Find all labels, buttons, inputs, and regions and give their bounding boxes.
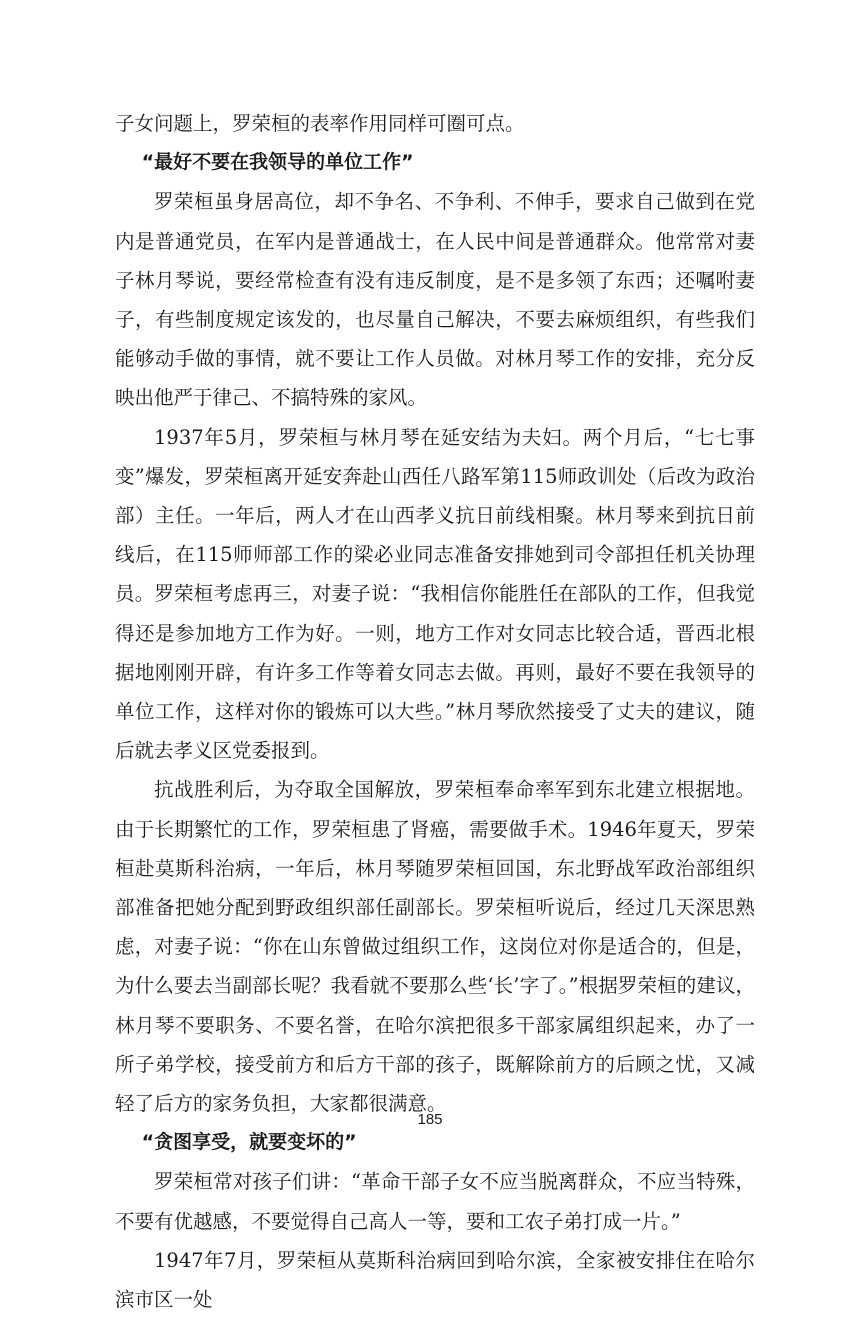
- page-number: 185: [417, 1111, 443, 1128]
- section-heading: “贪图享受，就要变坏的”: [141, 1131, 357, 1154]
- paragraph: 1937年5月，罗荣桓与林月琴在延安结为夫妇。两个月后，“七七事变”爆发，罗荣桓离开延安奔赴山西任八路军第115师政训处（后改为政治部）主任。一年后，两人才在山西孝义抗日前线相聚。林月琴来到抗日前线后，在115师师部工作的梁必业同志准备安排她到司令部担任机关协理员。罗荣桓考虑再三，对妻子说：“我相信你能胜任在部队的工作，但我觉得还是参加地方工作为好。一则，地方工作对女同志比较合适，晋西北根据地刚刚开辟，有许多工作等着女同志去做。再则，最好不要在我领导的单位工作，这样对你的锻炼可以大些。”林月琴欣然接受了丈夫的建议，随后就去孝义区党委报到。: [115, 425, 755, 763]
- paragraph: 罗荣桓常对孩子们讲：“革命干部子女不应当脱离群众，不应当特殊，不要有优越感，不要觉得自己高人一等，要和工农子弟打成一片。”: [115, 1170, 755, 1233]
- paragraph: 罗荣桓虽身居高位，却不争名、不争利、不伸手，要求自己做到在党内是普通党员，在军内是普通战士，在人民中间是普通群众。他常常对妻子林月琴说，要经常检查有没有违反制度，是不是多领了东西；还嘱咐妻子，有些制度规定该发的，也尽量自己解决，不要去麻烦组织，有些我们能够动手做的事情，就不要让工作人员做。对林月琴工作的安排，充分反映出他严于律己、不搞特殊的家风。: [115, 190, 755, 410]
- section-heading: “最好不要在我领导的单位工作”: [141, 151, 414, 174]
- paragraph: 1947年7月，罗荣桓从莫斯科治病回到哈尔滨，全家被安排住在哈尔滨市区一处: [115, 1248, 755, 1312]
- paragraph: 抗战胜利后，为夺取全国解放，罗荣桓奉命率军到东北建立根据地。由于长期繁忙的工作，罗荣桓患了肾癌，需要做手术。1946年夏天，罗荣桓赴莫斯科治病，一年后，林月琴随罗荣桓回国，东北野战军政治部组织部准备把她分配到野政组织部任副部长。罗荣桓听说后，经过几天深思熟虑，对妻子说：“你在山东曾做过组织工作，这岗位对你是适合的，但是，为什么要去当副部长呢？我看就不要那么些‘长’字了。”根据罗荣桓的建议，林月琴不要职务、不要名誉，在哈尔滨把很多干部家属组织起来，办了一所子弟学校，接受前方和后方干部的孩子，既解除前方的后顾之忧，又减轻了后方的家务负担，大家都很满意。: [115, 778, 755, 1116]
- document-body: [115, 104, 755, 1319]
- paragraph-continuation: 子女问题上，罗荣桓的表率作用同样可圈可点。: [115, 112, 525, 135]
